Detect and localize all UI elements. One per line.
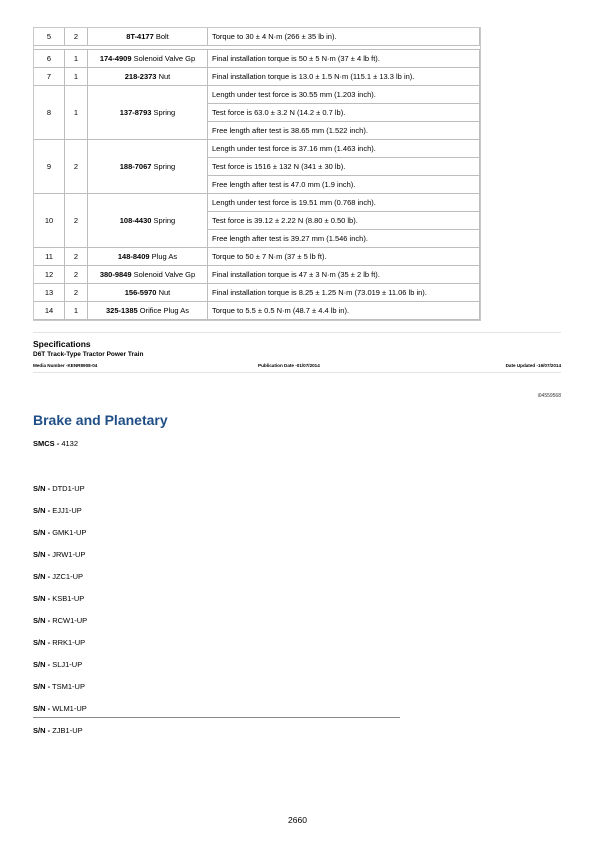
specification-cell: Final installation torque is 13.0 ± 1.5 N·m (115.1 ± 13.3 lb in). [208, 68, 480, 86]
table-row [34, 266, 480, 284]
table-row [34, 28, 480, 46]
header-divider [33, 372, 561, 373]
quantity-cell: 2 [65, 140, 88, 194]
part-number: 380-9849 [99, 270, 132, 279]
specification-cell: Length under test force is 37.16 mm (1.463 inch). [208, 140, 480, 158]
specification-cell: Free length after test is 47.0 mm (1.9 inch). [208, 176, 480, 194]
item-number-cell: 11 [34, 248, 65, 266]
serial-number-value: KSB1-UP [52, 594, 85, 603]
part-cell [88, 140, 208, 194]
specification-cell: Final installation torque is 8.25 ± 1.25 N·m (73.019 ± 11.06 lb in). [208, 284, 480, 302]
specification-cell: Test force is 1516 ± 132 N (341 ± 30 lb). [208, 158, 480, 176]
part-cell [88, 86, 208, 140]
quantity-cell: 1 [65, 68, 88, 86]
part-cell [88, 302, 208, 320]
specification-cell: Free length after test is 38.65 mm (1.522 inch). [208, 122, 480, 140]
part-number: 188-7067 [119, 162, 152, 171]
part-number: 156-5970 [124, 288, 157, 297]
table-row [34, 68, 480, 86]
page-number: 2660 [288, 815, 307, 825]
smcs-value: 4132 [61, 439, 79, 448]
quantity-cell: 1 [65, 86, 88, 140]
quantity-cell: 1 [65, 302, 88, 320]
specification-cell: Torque to 50 ± 7 N·m (37 ± 5 lb ft). [208, 248, 480, 266]
publication-date: Publication Date -01/07/2014 [258, 363, 320, 368]
part-number: 108-4430 [119, 216, 152, 225]
specification-cell: Final installation torque is 47 ± 3 N·m (35 ± 2 lb ft). [208, 266, 480, 284]
serial-number-value: ZJB1-UP [52, 726, 83, 735]
table-row [34, 284, 480, 302]
part-cell [88, 28, 208, 46]
serial-number-line [33, 550, 85, 559]
media-number: Media Number -KENR8908-04 [33, 363, 98, 368]
part-cell [88, 266, 208, 284]
part-number: 174-4909 [99, 54, 132, 63]
specification-cell: Length under test force is 19.51 mm (0.768 inch). [208, 194, 480, 212]
part-number: 148-8409 [117, 252, 150, 261]
smcs-label: SMCS - [33, 439, 60, 448]
quantity-cell: 2 [65, 266, 88, 284]
serial-number-line [33, 572, 83, 581]
part-number: 325-1385 [106, 306, 138, 315]
serial-number-value: GMK1-UP [52, 528, 87, 537]
serial-number-line [33, 528, 86, 537]
part-description: Spring [153, 108, 176, 117]
serial-number-line [33, 506, 82, 515]
document-id: i04559568 [537, 393, 561, 399]
serial-number-label: S/N - [33, 616, 51, 625]
specifications-subtitle: D6T Track-Type Tractor Power Train [33, 351, 144, 358]
serial-number-label: S/N - [33, 704, 51, 713]
quantity-cell: 2 [65, 248, 88, 266]
serial-number-label: S/N - [33, 682, 51, 691]
specification-cell: Torque to 30 ± 4 N·m (266 ± 35 lb in). [208, 28, 480, 46]
serial-number-label: S/N - [33, 528, 51, 537]
table-row [34, 86, 480, 104]
specs-table [33, 27, 481, 321]
quantity-cell: 2 [65, 194, 88, 248]
serial-number-label: S/N - [33, 726, 51, 735]
section-divider [33, 332, 561, 333]
part-description: Spring [153, 162, 176, 171]
part-number: 218-2373 [124, 72, 157, 81]
serial-number-line [33, 594, 84, 603]
part-description: Solenoid Valve Gp [133, 54, 196, 63]
part-cell [88, 248, 208, 266]
serial-number-value: JZC1-UP [52, 572, 84, 581]
quantity-cell: 1 [65, 50, 88, 68]
table-row [34, 140, 480, 158]
part-description: Solenoid Valve Gp [133, 270, 196, 279]
specifications-title: Specifications [33, 339, 91, 349]
part-description: Nut [158, 72, 171, 81]
item-number-cell: 13 [34, 284, 65, 302]
serial-number-value: WLM1-UP [52, 704, 87, 713]
specification-cell: Test force is 63.0 ± 3.2 N (14.2 ± 0.7 lb). [208, 104, 480, 122]
quantity-cell: 2 [65, 284, 88, 302]
serial-number-value: RCW1-UP [52, 616, 88, 625]
table-row [34, 194, 480, 212]
part-description: Plug As [151, 252, 178, 261]
item-number-cell: 9 [34, 140, 65, 194]
section-title: Brake and Planetary [33, 412, 168, 428]
specification-cell: Final installation torque is 50 ± 5 N·m (37 ± 4 lb ft). [208, 50, 480, 68]
part-cell [88, 284, 208, 302]
serial-number-value: DTD1-UP [52, 484, 85, 493]
item-number-cell: 6 [34, 50, 65, 68]
part-description: Bolt [155, 32, 169, 41]
serial-number-value: SLJ1-UP [52, 660, 83, 669]
serial-number-line [33, 638, 85, 647]
item-number-cell: 8 [34, 86, 65, 140]
part-description: Orifice Plug As [139, 306, 189, 315]
specs-table-body [34, 28, 480, 320]
specification-cell: Length under test force is 30.55 mm (1.203 inch). [208, 86, 480, 104]
item-number-cell: 5 [34, 28, 65, 46]
part-description: Nut [158, 288, 171, 297]
part-cell [88, 68, 208, 86]
serial-number-label: S/N - [33, 484, 51, 493]
serial-number-line [33, 726, 83, 735]
serial-number-label: S/N - [33, 572, 51, 581]
specification-cell: Test force is 39.12 ± 2.22 N (8.80 ± 0.50 lb). [208, 212, 480, 230]
table-row [34, 50, 480, 68]
part-description: Spring [153, 216, 176, 225]
part-cell [88, 194, 208, 248]
item-number-cell: 14 [34, 302, 65, 320]
serial-number-value: JRW1-UP [52, 550, 86, 559]
item-number-cell: 12 [34, 266, 65, 284]
serial-number-value: RRK1-UP [52, 638, 86, 647]
quantity-cell: 2 [65, 28, 88, 46]
part-cell [88, 50, 208, 68]
table-row [34, 248, 480, 266]
part-number: 8T-4177 [126, 32, 154, 41]
serial-number-value: EJJ1-UP [52, 506, 82, 515]
serial-number-label: S/N - [33, 638, 51, 647]
serial-number-line [33, 660, 82, 669]
serial-number-label: S/N - [33, 594, 51, 603]
serial-number-label: S/N - [33, 506, 51, 515]
serial-number-label: S/N - [33, 550, 51, 559]
serial-number-line [33, 616, 87, 625]
item-number-cell: 10 [34, 194, 65, 248]
item-number-cell: 7 [34, 68, 65, 86]
specification-cell: Torque to 5.5 ± 0.5 N·m (48.7 ± 4.4 lb in). [208, 302, 480, 320]
end-divider [33, 717, 400, 718]
specification-cell: Free length after test is 39.27 mm (1.546 inch). [208, 230, 480, 248]
serial-number-line [33, 704, 87, 713]
serial-number-line [33, 682, 85, 691]
serial-number-value: TSM1-UP [52, 682, 85, 691]
serial-number-label: S/N - [33, 660, 51, 669]
date-updated: Date Updated -16/07/2014 [505, 363, 561, 368]
table-row [34, 302, 480, 320]
smcs-line [33, 439, 78, 448]
serial-number-line [33, 484, 85, 493]
part-number: 137-8793 [119, 108, 152, 117]
